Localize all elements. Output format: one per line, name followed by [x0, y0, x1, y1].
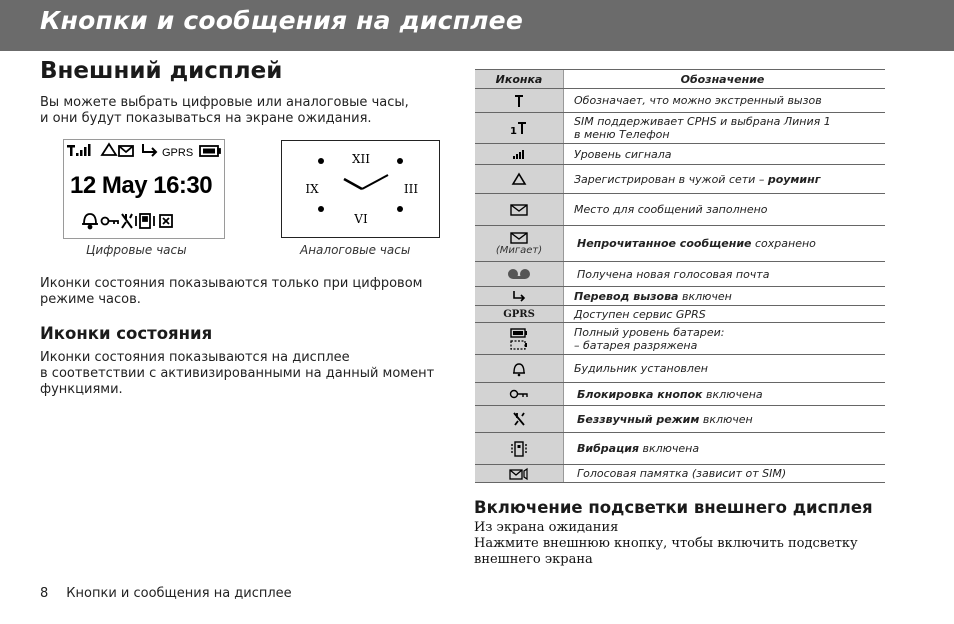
table-row: Полный уровень батареи: – батарея разряжена [475, 322, 885, 354]
table-header [475, 69, 885, 88]
minute-hand [362, 175, 388, 189]
table-row: Вибрация включена [475, 432, 885, 464]
numeral-12: XII [351, 152, 371, 166]
numeral-6: VI [354, 212, 368, 226]
digital-clock-caption: Цифровые часы [86, 243, 187, 257]
page-title: Кнопки и сообщения на дисплее [40, 6, 523, 35]
table-row: Блокировка кнопок включена [475, 382, 885, 405]
numeral-3: III [403, 182, 419, 196]
envelope-blink-icon [509, 231, 529, 245]
voice-memo-icon [508, 467, 530, 481]
vibration-icon [509, 440, 529, 458]
silent-mode-icon [122, 214, 132, 228]
alarm-bell-icon [82, 214, 98, 229]
backlight-title: Включение подсветки внешнего дисплея [474, 498, 873, 517]
battery-icon [200, 146, 220, 156]
battery-icon [508, 327, 530, 351]
key-icon [509, 388, 529, 400]
table-row: 1 SIM поддерживает CPHS и выбрана Линия 1 в меню Телефон [475, 112, 885, 143]
section-title: Внешний дисплей [40, 58, 283, 84]
voice-memo-icon [160, 215, 172, 227]
call-forward-icon [512, 290, 526, 302]
table-row: GPRS Доступен сервис GPRS [475, 305, 885, 322]
gprs-label: GPRS [162, 147, 194, 159]
backlight-text: Из экрана ожидания Нажмите внешнюю кнопку, чтобы включить подсветку внешнего экрана [474, 520, 858, 567]
table-row: Будильник установлен [475, 354, 885, 382]
svg-text:1: 1 [510, 126, 517, 135]
table-row: Обозначает, что можно экстренный вызов [475, 88, 885, 112]
alarm-bell-icon [511, 361, 527, 377]
envelope-icon [509, 203, 529, 217]
analog-clock-face [282, 141, 439, 237]
table-row: Беззвучный режим включен [475, 405, 885, 432]
antenna-line1-icon [509, 121, 529, 135]
vibration-icon [136, 214, 154, 228]
table-row: Перевод вызова включен [475, 286, 885, 305]
roaming-triangle-icon [511, 172, 527, 186]
analog-clock-display [281, 140, 440, 238]
table-row: (Мигает) Непрочитанное сообщение сохранено [475, 225, 885, 261]
table-row: Зарегистрирован в чужой сети – роуминг [475, 164, 885, 193]
status-icons-title: Иконки состояния [40, 324, 213, 343]
table-row: Получена новая голосовая почта [475, 261, 885, 286]
antenna-icon [512, 94, 526, 108]
roaming-triangle-icon [102, 144, 116, 155]
call-forward-icon [143, 144, 156, 156]
silent-mode-icon [512, 411, 526, 427]
clock-dot [318, 158, 324, 164]
numeral-9: IX [305, 182, 319, 196]
header-banner [0, 0, 954, 51]
header-icon: Иконка [495, 72, 543, 86]
signal-bars-icon [512, 149, 526, 159]
analog-clock-caption: Аналоговые часы [300, 243, 411, 257]
table-row: Место для сообщений заполнено [475, 193, 885, 225]
hour-hand [344, 179, 362, 189]
envelope-icon [119, 146, 133, 156]
antenna-icon [67, 144, 91, 156]
blink-note: (Мигает) [495, 245, 543, 256]
digital-clock-display [63, 139, 225, 239]
footer-text: Кнопки и сообщения на дисплее [66, 586, 292, 601]
clock-dot [397, 158, 403, 164]
gprs-icon: GPRS [503, 308, 535, 320]
table-row: Уровень сигнала [475, 143, 885, 164]
clock-time: 12 May 16:30 [70, 172, 213, 199]
intro-text: Вы можете выбрать цифровые или аналоговые часы, и они будут показываться на экране ожидания. [40, 95, 409, 126]
page-number: 8 [40, 586, 49, 601]
voicemail-icon [506, 267, 532, 281]
clock-dot [318, 206, 324, 212]
note-text: Иконки состояния показываются только при цифровом режиме часов. [40, 276, 423, 307]
status-icons-text: Иконки состояния показываются на дисплее в соответствии с активизированными на данный момент функциями. [40, 350, 435, 397]
key-icon [102, 218, 119, 225]
clock-dot [397, 206, 403, 212]
header-meaning: Обозначение [680, 72, 765, 86]
table-row: Голосовая памятка (зависит от SIM) [475, 464, 885, 483]
page-footer [40, 586, 292, 601]
